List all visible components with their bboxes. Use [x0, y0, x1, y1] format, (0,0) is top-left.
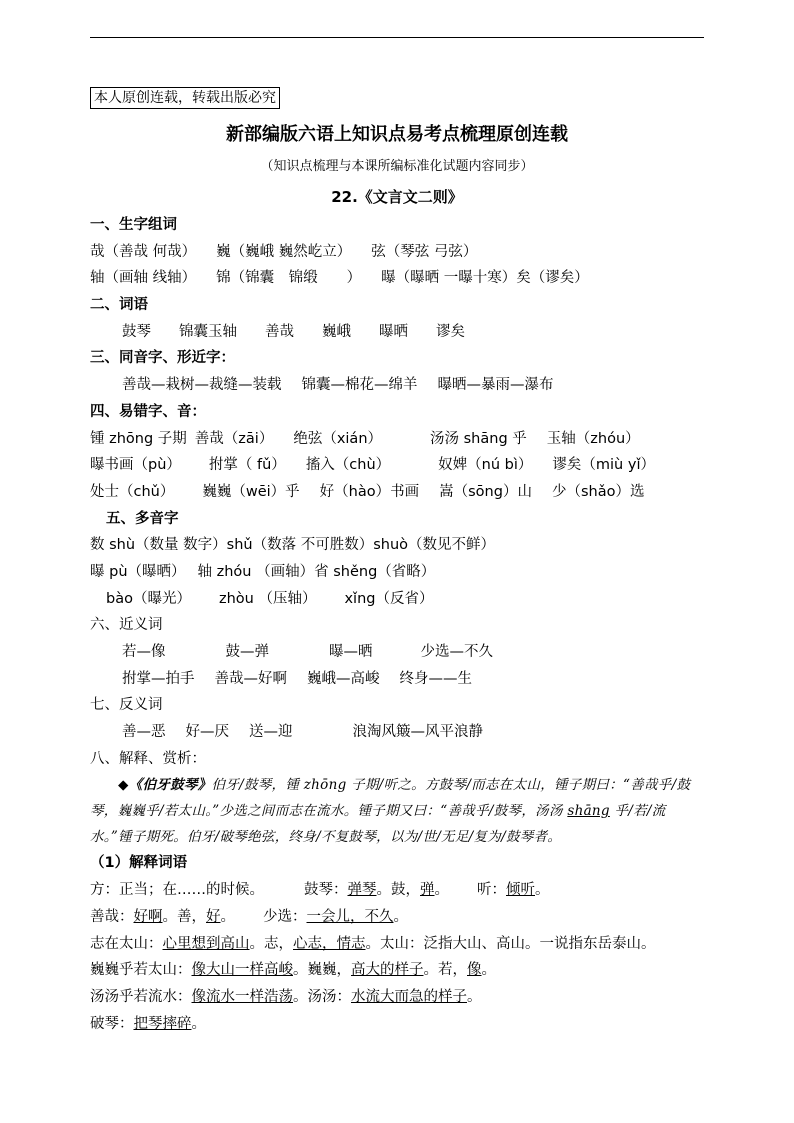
homophone-line	[90, 372, 706, 399]
pinyin-item: 搐入（chù）	[305, 457, 391, 474]
word-item: 巍峨	[322, 323, 351, 340]
quote-text: 伯牙/鼓琴，锺 zhōng 子期/听之。方鼓琴/而志在太山，锺子期曰：“善哉乎/鼓琴，巍巍乎/若太山。”少选之间而志在流水。锺子期又曰：“善哉乎/鼓琴，汤汤	[90, 777, 691, 820]
definition-text: 。	[481, 962, 496, 979]
definition-answer: 像流水一样浩荡	[191, 988, 293, 1005]
pinyin-item: 嵩（sōng）山	[439, 483, 532, 500]
polyphone-item: xǐng（反省）	[344, 590, 434, 607]
words-line	[90, 319, 706, 346]
definition-answer: 高大的样子	[351, 962, 424, 979]
synonym-item: 曝—晒	[329, 644, 373, 660]
definition-answer: 好啊	[133, 908, 163, 925]
lesson-title: 22.《文言文二则》	[331, 188, 463, 206]
char-group-item: 巍（巍峨 巍然屹立）	[216, 243, 352, 260]
page-title: 新部编版六语上知识点易考点梳理原创连载	[226, 124, 568, 145]
definition-text: 。太山：泛指大山、高山。一说指东岳泰山。	[365, 935, 656, 952]
synonym-item: 鼓—弹	[225, 644, 269, 660]
definition-text: 听：	[477, 882, 506, 899]
polyphone-line-3	[90, 586, 706, 613]
definition-answer: 一会儿，不久	[306, 908, 394, 925]
pinyin-line-2	[90, 452, 706, 479]
definition-answer: 像大山一样高峻	[191, 962, 293, 979]
definition-line-3	[90, 931, 706, 958]
definition-text: 志在太山：	[90, 935, 163, 952]
pinyin-item: 绝弦（xián）	[293, 430, 383, 447]
antonym-item: 送—迎	[249, 724, 293, 741]
pinyin-item: 拊掌（ fǔ）	[208, 457, 286, 474]
section-heading-7: 七、反义词	[90, 697, 163, 714]
definition-answer: 像	[467, 962, 482, 979]
definition-answer: 弹	[420, 882, 435, 899]
section-heading-3: 三、同音字、形近字：	[90, 350, 235, 367]
polyphone-item: 曝 pù（曝晒）	[90, 563, 186, 580]
definition-line-5	[90, 984, 706, 1011]
pinyin-item: 谬矣（miù yǐ）	[552, 457, 655, 474]
synonym-line-2	[90, 666, 706, 693]
section-heading-5: 五、多音字	[106, 510, 179, 527]
definition-text: 鼓琴：	[304, 882, 348, 899]
char-group-line-1	[90, 239, 706, 266]
subsection-heading: （1）解释词语	[90, 855, 188, 872]
definition-answer: 把琴摔碎	[133, 1015, 192, 1032]
polyphone-line-2	[90, 559, 706, 586]
char-group-item: 曝（曝晒 一曝十寒）矣（谬矣）	[381, 270, 589, 287]
synonym-line-1	[90, 639, 706, 666]
section-heading-6: 六、近义词	[90, 617, 163, 634]
definition-text: 方：正当；在……的时候。	[90, 882, 264, 899]
quote-text: 乎/若/流水。”锺子期死。伯牙/破琴绝弦，终身/不复鼓琴，以为/世/无足/复为/鼓琴者。	[90, 803, 666, 846]
definition-answer: 心志，情志	[293, 935, 366, 952]
definition-text: 。若，	[423, 962, 467, 979]
definition-text: 。	[393, 908, 408, 925]
char-group-item: 弦（琴弦 弓弦）	[371, 243, 478, 260]
definition-text: 。	[535, 882, 550, 899]
pinyin-item: 处士（chǔ）	[90, 483, 175, 500]
quote-title: 《伯牙鼓琴》	[128, 777, 212, 794]
char-group-item: 轴（画轴 线轴）	[90, 270, 197, 287]
word-item: 曝晒	[379, 323, 408, 340]
synonym-item: 巍峨—高峻	[307, 670, 380, 687]
definition-text: 。汤汤：	[293, 988, 351, 1005]
page-subtitle: （知识点梳理与本课所编标准化试题内容同步）	[260, 159, 534, 174]
section-heading-8: 八、解释、赏析：	[90, 750, 206, 767]
definition-text: 少选：	[263, 908, 307, 925]
homophone-item: 曝晒—暴雨—瀑布	[437, 377, 554, 394]
char-group-line-2	[90, 265, 706, 292]
pinyin-item: 好（hào）书画	[319, 483, 420, 500]
definition-answer: 倾听	[506, 882, 535, 899]
pinyin-line-3	[90, 479, 706, 506]
pinyin-item: 奴婢（nú bì）	[438, 457, 533, 474]
definition-text: 。志，	[249, 935, 293, 952]
pinyin-item: 曝书画（pù）	[90, 457, 181, 474]
antonym-line	[90, 719, 706, 746]
synonym-item: 若—像	[122, 644, 166, 660]
polyphone-item: 省 shěng（省略）	[314, 563, 436, 580]
definition-text: 。	[467, 988, 482, 1005]
word-item: 善哉	[265, 323, 294, 340]
classical-text-quote	[90, 772, 706, 850]
pinyin-item: 巍巍（wēi）乎	[202, 483, 300, 500]
content-body	[90, 212, 706, 1037]
definition-text: 。	[191, 1015, 206, 1032]
synonym-item: 少选—不久	[420, 644, 493, 660]
definition-line-2	[90, 904, 706, 931]
antonym-item: 好—厌	[185, 724, 229, 741]
definition-text: 。	[434, 882, 449, 899]
section-heading-4: 四、易错字、音：	[90, 403, 206, 420]
definition-answer: 好	[206, 908, 221, 925]
definition-text: 巍巍乎若太山：	[90, 962, 192, 979]
definition-answer: 水流大而急的样子	[351, 988, 467, 1005]
pinyin-item: 汤汤 shāng 乎	[430, 430, 527, 447]
synonym-item: 拊掌—拍手	[122, 670, 195, 687]
bullet-icon: ◆	[118, 777, 129, 794]
polyphone-item: 轴 zhóu （画轴）	[197, 563, 315, 580]
definition-answer: 心里想到高山	[162, 935, 250, 952]
char-group-item: 锦（锦囊 锦缎 ）	[216, 270, 362, 287]
homophone-item: 善哉—栽树—裁缝—装载	[122, 377, 282, 394]
synonym-item: 终身——生	[399, 670, 472, 687]
definition-text: 汤汤乎若流水：	[90, 988, 192, 1005]
definition-text: 善哉：	[90, 908, 134, 925]
synonym-item: 善哉—好啊	[214, 670, 287, 687]
polyphone-item: zhòu （压轴）	[218, 590, 317, 607]
definition-line-1	[90, 877, 706, 904]
polyphone-item: bào（曝光）	[106, 590, 191, 607]
section-heading-1: 一、生字组词	[90, 217, 177, 233]
definition-line-6	[90, 1011, 706, 1038]
polyphone-line-1: 数 shù（数量 数字）shǔ（数落 不可胜数）shuò（数见不鲜）	[90, 537, 495, 554]
copyright-notice: 本人原创连载，转载出版必究	[90, 87, 280, 109]
definition-text: 。鼓，	[376, 882, 420, 899]
definition-answer: 弹琴	[347, 882, 377, 899]
quote-underlined: shāng	[567, 803, 610, 820]
definition-text: 破琴：	[90, 1015, 134, 1032]
antonym-item: 浪淘风簸—风平浪静	[352, 724, 483, 741]
homophone-item: 锦囊—棉花—绵羊	[301, 377, 418, 394]
pinyin-line-1	[90, 426, 706, 453]
section-heading-2: 二、词语	[90, 297, 148, 314]
pinyin-item: 锺 zhōng 子期	[90, 430, 187, 447]
pinyin-item: 善哉（zāi）	[194, 430, 274, 447]
pinyin-item: 玉轴（zhóu）	[546, 430, 640, 447]
pinyin-item: 少（shǎo）选	[551, 483, 645, 500]
definition-text: 。	[220, 908, 235, 925]
definition-text: 。善，	[162, 908, 206, 925]
word-item: 鼓琴	[122, 323, 151, 340]
word-item: 锦囊玉轴	[179, 323, 237, 340]
definition-text: 。巍巍，	[293, 962, 351, 979]
antonym-item: 善—恶	[122, 724, 166, 741]
word-item: 谬矣	[436, 323, 465, 340]
header-rule	[90, 37, 704, 38]
definition-line-4	[90, 957, 706, 984]
char-group-item: 哉（善哉 何哉）	[90, 243, 197, 260]
